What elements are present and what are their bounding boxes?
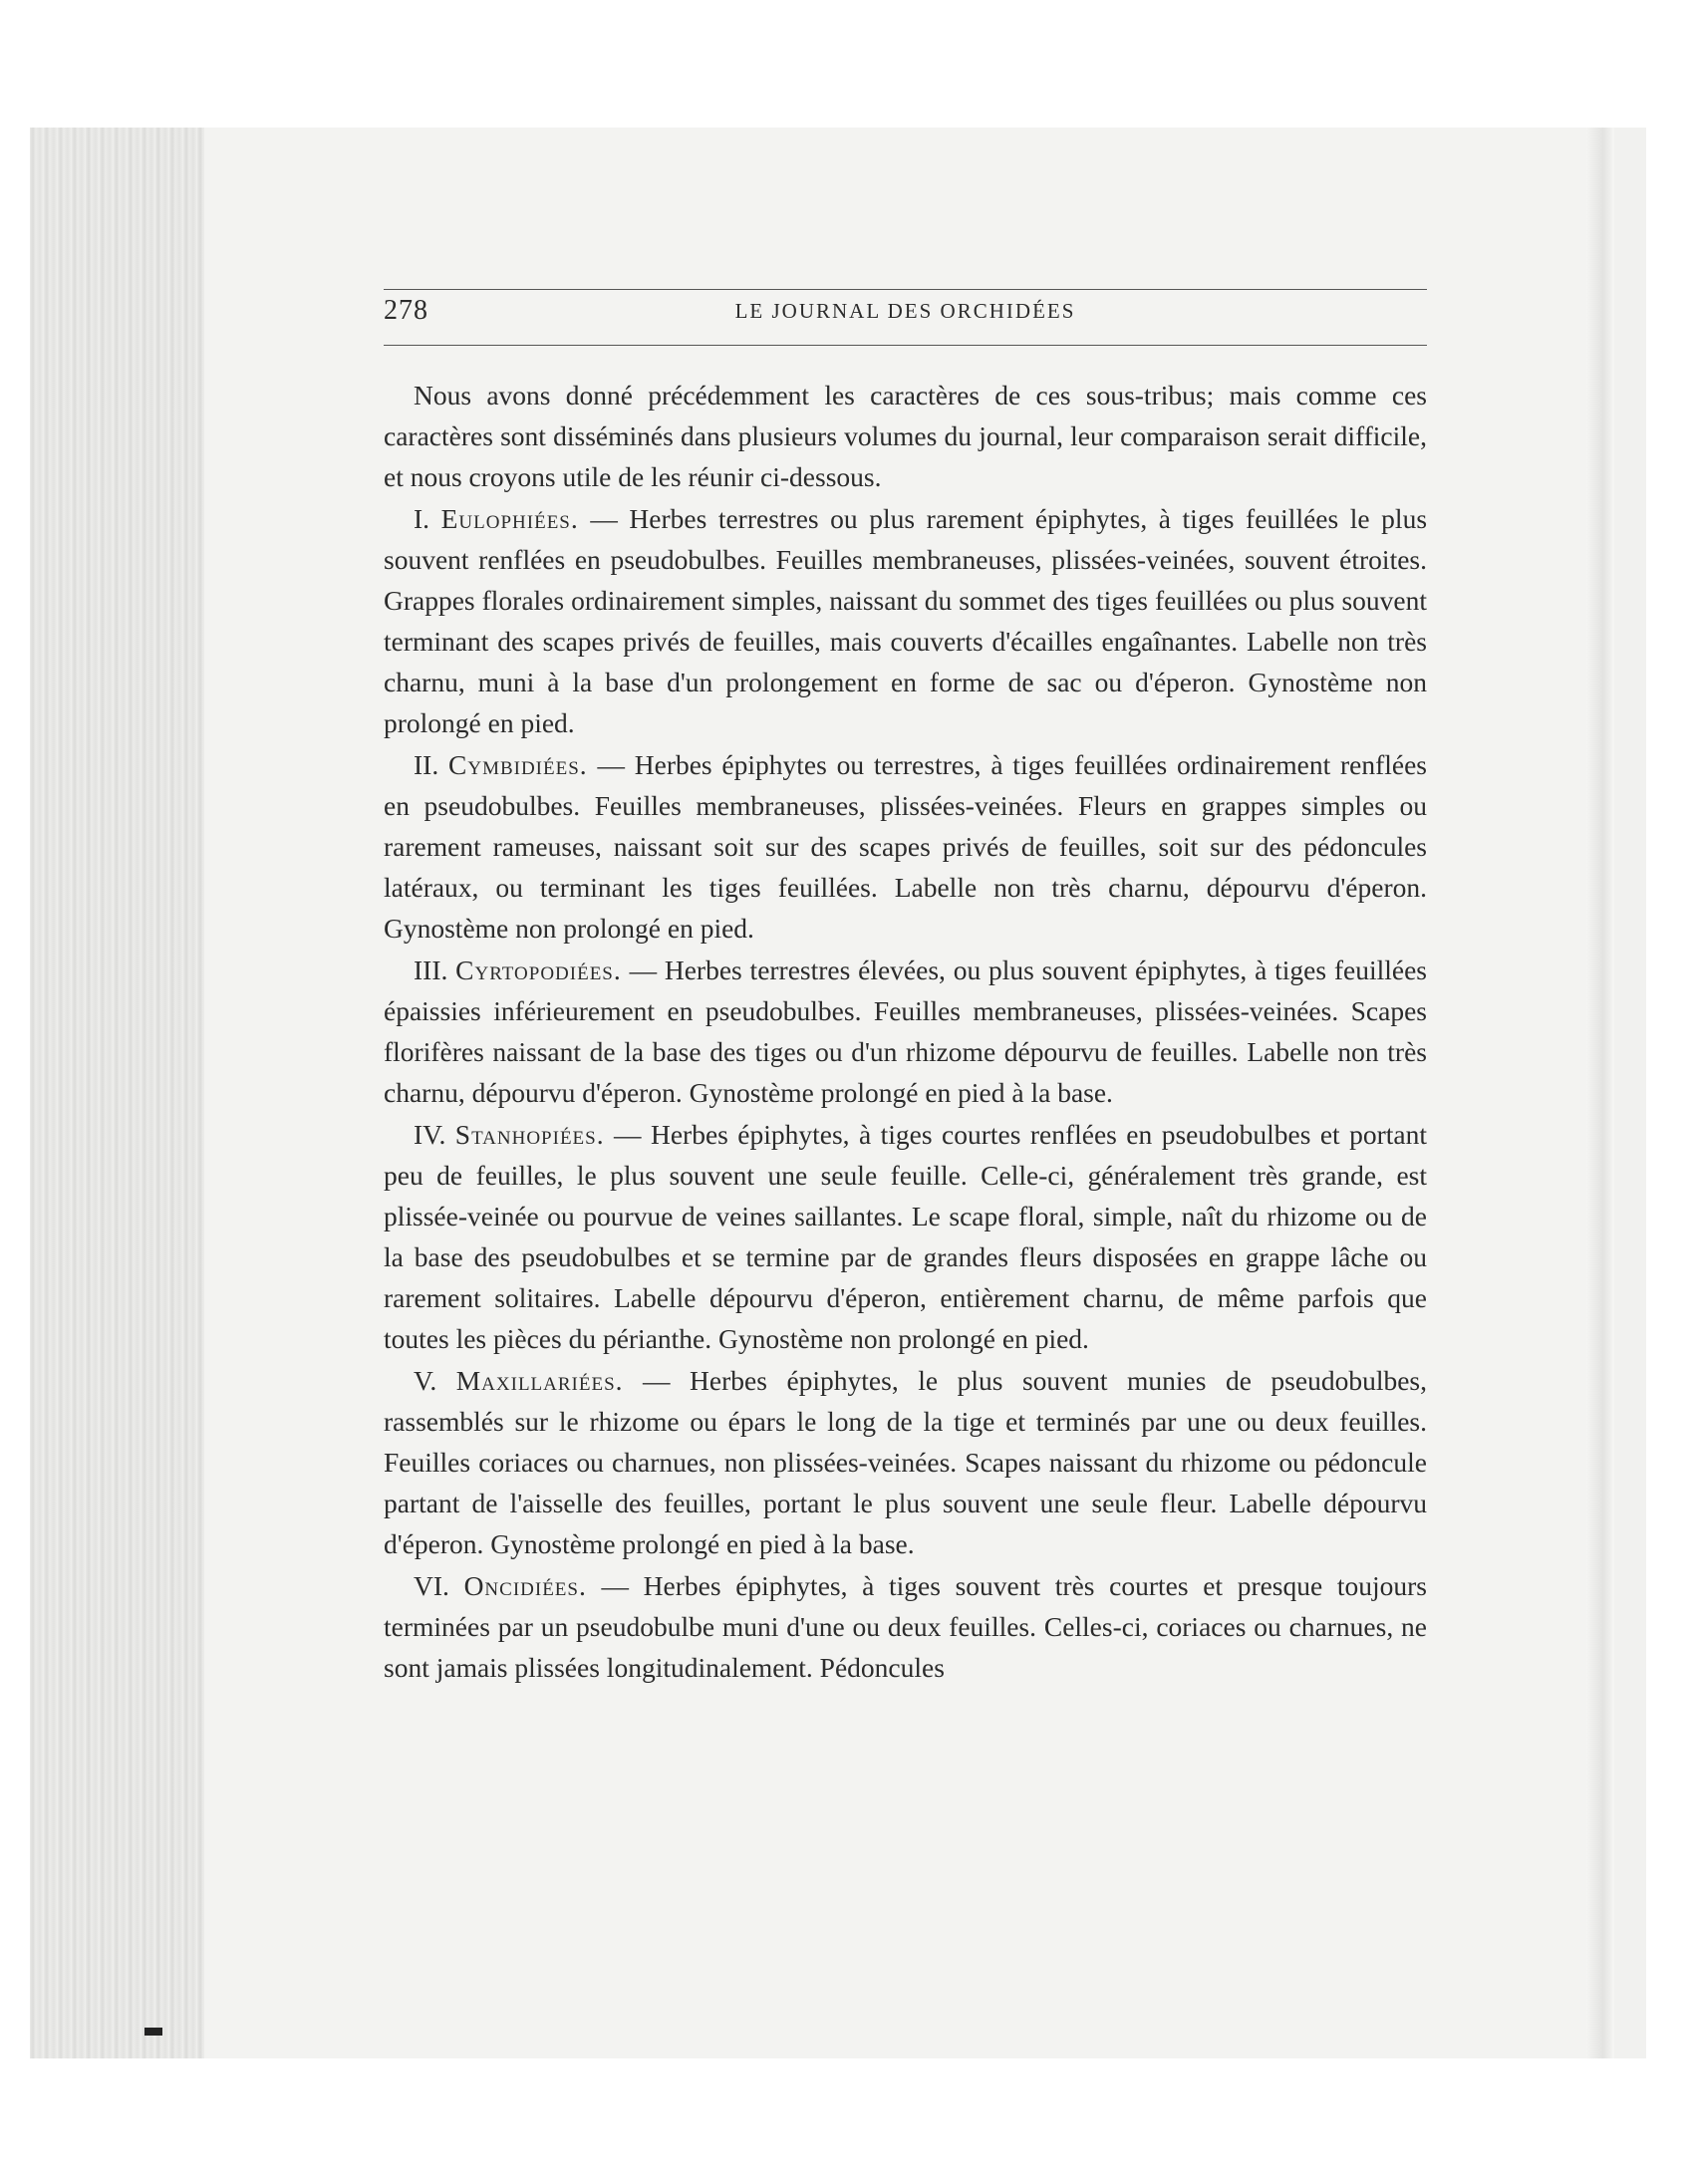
book-right-edge xyxy=(1586,128,1614,2058)
paragraph-text: Nous avons donné précédemment les caractères de ces sous-tribus; mais comme ces caractères sont disséminés dans plusieurs volumes du journal, leur comparaison serait difficile, et nous croyons utile de les réunir ci-dessous. xyxy=(384,380,1427,492)
header-top-rule xyxy=(384,289,1427,290)
book-edge-mark xyxy=(144,2028,162,2036)
paragraph-text: — Herbes épiphytes, le plus souvent munies de pseudobulbes, rassemblés sur le rhizome ou épars le long de la tige et terminés par une ou deux feuilles. Feuilles coriaces ou charnues, non plissées-veinées. Scapes naissant du rhizome ou pédoncule partant de l'aisselle des feuilles, portant le plus souvent une seule fleur. Labelle dépourvu d'éperon. Gynostème prolongé en pied à la base. xyxy=(384,1365,1427,1559)
book-page-edges xyxy=(30,128,204,2058)
tribe-name: Cyrtopodiées. xyxy=(455,955,622,985)
tribe-name: Eulophiées. xyxy=(440,503,579,534)
paragraph-cyrtopodiees xyxy=(384,950,1427,1113)
tribe-name: Maxillariées. xyxy=(455,1365,624,1396)
section-numeral: I. xyxy=(414,503,430,534)
section-numeral: V. xyxy=(414,1365,437,1396)
section-numeral: III. xyxy=(414,955,448,985)
tribe-name: Oncidiées. xyxy=(463,1570,587,1601)
paragraph-eulophiees xyxy=(384,498,1427,743)
paragraph-text: — Herbes terrestres ou plus rarement épiphytes, à tiges feuillées le plus souvent renflées en pseudobulbes. Feuilles membraneuses, plissées-veinées, souvent étroites. Grappes florales ordinairement simples, naissant du sommet des tiges feuillées ou plus souvent terminant des scapes privés de feuilles, mais couverts d'écailles engaînantes. Labelle non très charnu, muni à la base d'un prolongement en forme de sac ou d'éperon. Gynostème non prolongé en pied. xyxy=(384,503,1428,738)
tribe-name: Cymbidiées. xyxy=(448,749,588,780)
paragraph-text: — Herbes épiphytes, à tiges souvent très courtes et presque toujours terminées par un pseudobulbe muni d'une ou deux feuilles. Celles-ci, coriaces ou charnues, ne sont jamais plissées longitudinalement. Pédoncules xyxy=(384,1570,1428,1683)
page-number: 278 xyxy=(384,295,428,326)
paragraph-oncidiees xyxy=(384,1565,1427,1688)
paragraph-text: — Herbes terrestres élevées, ou plus souvent épiphytes, à tiges feuillées épaissies inférieurement en pseudobulbes. Feuilles membraneuses, plissées-veinées. Scapes florifères naissant de la base des tiges ou d'un rhizome dépourvu de feuilles. Labelle non très charnu, dépourvu d'éperon. Gynostème prolongé en pied à la base. xyxy=(384,955,1428,1108)
paragraph-cymbidiees xyxy=(384,744,1427,949)
section-numeral: VI. xyxy=(414,1570,449,1601)
section-numeral: IV. xyxy=(414,1119,446,1150)
paragraph-text: — Herbes épiphytes, à tiges courtes renflées en pseudobulbes et portant peu de feuilles, le plus souvent une seule feuille. Celle-ci, généralement très grande, est plissée-veinée ou pourvue de veines saillantes. Le scape floral, simple, naît du rhizome ou de la base des pseudobulbes et se termine par de grandes fleurs disposées en grappe lâche ou rarement solitaires. Labelle dépourvu d'éperon, entièrement charnu, de même parfois que toutes les pièces du périanthe. Gynostème non prolongé en pied. xyxy=(384,1119,1428,1354)
paragraph-stanhopiees xyxy=(384,1114,1427,1359)
journal-title: LE JOURNAL DES ORCHIDÉES xyxy=(734,299,1076,323)
paragraph-text: — Herbes épiphytes ou terrestres, à tiges feuillées ordinairement renflées en pseudobulbes. Feuilles membraneuses, plissées-veinées. Fleurs en grappes simples ou rarement rameuses, naissant soit sur des scapes privés de feuilles, soit sur des pédoncules latéraux, ou terminant les tiges feuillées. Labelle non très charnu, dépourvu d'éperon. Gynostème non prolongé en pied. xyxy=(384,749,1428,944)
section-numeral: II. xyxy=(414,749,439,780)
paragraph-maxillariees xyxy=(384,1360,1427,1564)
body-text xyxy=(384,375,1427,1689)
header-bottom-rule xyxy=(384,345,1427,346)
running-head xyxy=(384,295,1427,335)
intro-paragraph xyxy=(384,375,1427,497)
tribe-name: Stanhopiées. xyxy=(454,1119,605,1150)
